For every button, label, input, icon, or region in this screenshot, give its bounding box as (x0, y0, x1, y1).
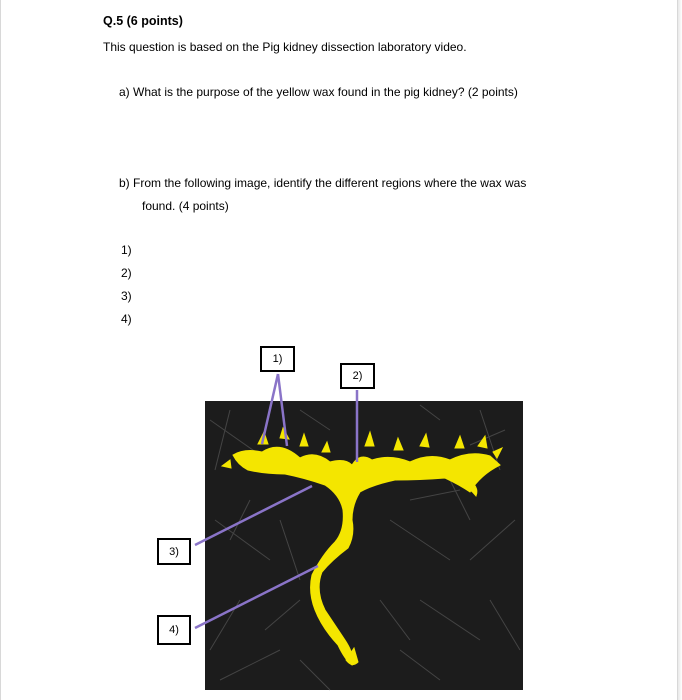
figure-label-2: 2) (340, 363, 375, 389)
question-intro: This question is based on the Pig kidney dissection laboratory video. (103, 40, 467, 54)
answer-item-4: 4) (121, 312, 132, 326)
question-title: Q.5 (6 points) (103, 14, 183, 28)
figure-label-4: 4) (157, 615, 191, 645)
part-b-question-line2: found. (4 points) (142, 199, 229, 213)
answer-item-1: 1) (121, 243, 132, 257)
part-a-question: a) What is the purpose of the yellow wax found in the pig kidney? (2 points) (119, 85, 518, 99)
answer-item-2: 2) (121, 266, 132, 280)
specimen-background (205, 401, 523, 690)
figure-label-3: 3) (157, 538, 191, 565)
answer-item-3: 3) (121, 289, 132, 303)
figure-label-1: 1) (260, 346, 295, 372)
part-b-question-line1: b) From the following image, identify the different regions where the wax was (119, 176, 527, 190)
